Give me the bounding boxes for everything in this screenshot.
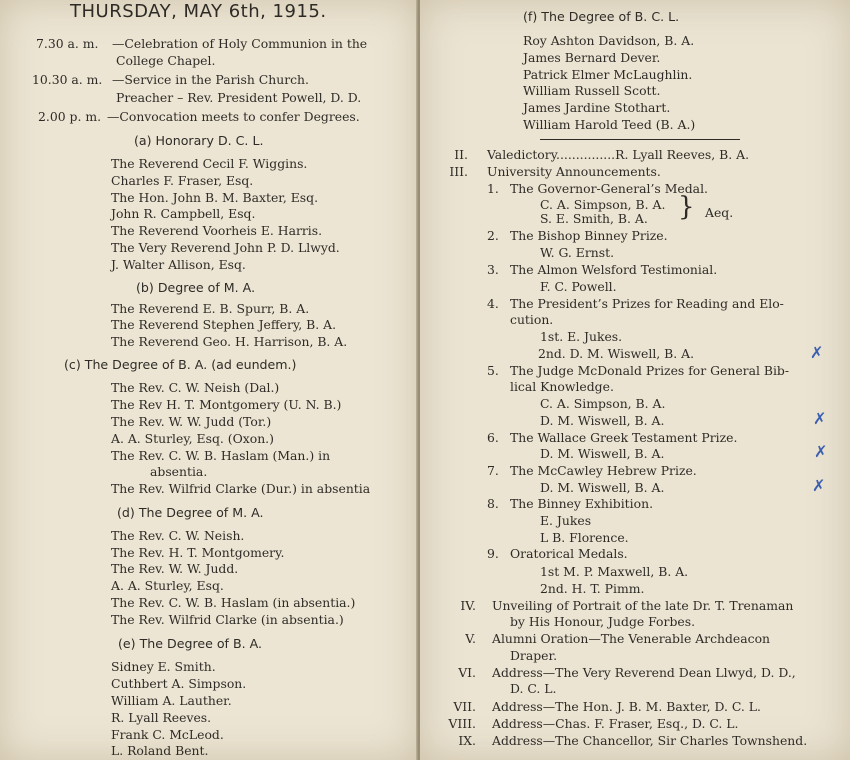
item-text-cont: Draper. — [510, 648, 558, 663]
item-number: VII. — [453, 699, 476, 714]
section-heading: (a) Honorary D. C. L. — [134, 133, 264, 148]
graduate-name: Cuthbert A. Simpson. — [111, 676, 247, 691]
graduate-name: A. A. Sturley, Esq. (Oxon.) — [111, 431, 274, 446]
left-page — [0, 0, 418, 760]
handwritten-check-icon: ✗ — [812, 476, 826, 495]
graduate-name: The Reverend Geo. H. Harrison, B. A. — [111, 334, 348, 349]
graduate-name: The Rev. C. W. Neish (Dal.) — [111, 380, 280, 395]
honoree-name: Charles F. Fraser, Esq. — [111, 173, 254, 188]
announcement-title: The Governor-General’s Medal. — [510, 181, 708, 196]
item-number: VI. — [458, 665, 476, 680]
announcement-title: The Judge McDonald Prizes for General Bib- — [510, 363, 790, 378]
announcement-number: 4. — [487, 296, 499, 311]
recipient: 1st. E. Jukes. — [540, 329, 623, 344]
graduate-name: The Reverend Stephen Jeffery, B. A. — [111, 317, 337, 332]
announcement-title: The President’s Prizes for Reading and Elo- — [510, 296, 784, 311]
announcement-number: 5. — [487, 363, 499, 378]
section-heading: (c) The Degree of B. A. (ad eundem.) — [64, 357, 297, 372]
section-heading: (d) The Degree of M. A. — [117, 505, 264, 520]
recipient: 1st M. P. Maxwell, B. A. — [540, 564, 689, 579]
recipient: D. M. Wiswell, B. A. — [540, 446, 665, 461]
item-number: V. — [465, 631, 476, 646]
item-number: IV. — [460, 598, 476, 613]
graduate-name: The Reverend E. B. Spurr, B. A. — [111, 301, 310, 316]
honoree-name: John R. Campbell, Esq. — [111, 206, 256, 221]
graduate-name: William Harold Teed (B. A.) — [523, 117, 696, 132]
recipient: F. C. Powell. — [540, 279, 617, 294]
schedule-text: —Convocation meets to confer Degrees. — [107, 109, 360, 124]
handwritten-check-icon: ✗ — [814, 442, 828, 461]
graduate-name: The Rev. Wilfrid Clarke (in absentia.) — [111, 612, 344, 627]
item-text: Address—Chas. F. Fraser, Esq., D. C. L. — [492, 716, 739, 731]
graduate-name: William A. Lauther. — [111, 693, 232, 708]
honoree-name: The Very Reverend John P. D. Llwyd. — [111, 240, 340, 255]
item-text: Address—The Chancellor, Sir Charles Townshend. — [492, 733, 808, 748]
announcement-title: The Bishop Binney Prize. — [510, 228, 668, 243]
recipient: 2nd. D. M. Wiswell, B. A. — [538, 346, 695, 361]
recipient: 2nd. H. T. Pimm. — [540, 581, 645, 596]
graduate-name: James Bernard Dever. — [523, 50, 661, 65]
graduate-name: The Rev. C. W. Neish. — [111, 528, 245, 543]
announcement-title: The McCawley Hebrew Prize. — [510, 463, 697, 478]
announcement-number: 3. — [487, 262, 499, 277]
handwritten-check-icon: ✗ — [810, 343, 824, 362]
graduate-name: Patrick Elmer McLaughlin. — [523, 67, 693, 82]
graduate-name: The Rev H. T. Montgomery (U. N. B.) — [111, 397, 342, 412]
announcement-number: 2. — [487, 228, 499, 243]
schedule-text: —Celebration of Holy Communion in the — [112, 36, 368, 51]
aequales-note: Aeq. — [705, 205, 734, 220]
graduate-name: The Rev. Wilfrid Clarke (Dur.) in absentia — [111, 481, 371, 496]
item-text: Alumni Oration—The Venerable Archdeacon — [492, 631, 771, 646]
program-date-title: THURSDAY, MAY 6th, 1915. — [70, 1, 327, 22]
item-number: III. — [449, 164, 468, 179]
item-text-cont: by His Honour, Judge Forbes. — [510, 614, 696, 629]
honoree-name: J. Walter Allison, Esq. — [111, 257, 246, 272]
graduate-name-cont: absentia. — [150, 464, 208, 479]
recipient: L B. Florence. — [540, 530, 629, 545]
graduate-name: A. A. Sturley, Esq. — [111, 578, 224, 593]
graduate-name: James Jardine Stothart. — [523, 100, 671, 115]
honoree-name: The Reverend Voorheis E. Harris. — [111, 223, 323, 238]
announcement-title: The Almon Welsford Testimonial. — [510, 262, 718, 277]
section-divider — [540, 139, 740, 140]
schedule-time: 10.30 a. m. — [32, 72, 103, 87]
graduate-name: The Rev. W. W. Judd. — [111, 561, 239, 576]
recipient: D. M. Wiswell, B. A. — [540, 413, 665, 428]
announcement-title: Oratorical Medals. — [510, 546, 628, 561]
announcement-title: The Binney Exhibition. — [510, 496, 654, 511]
announcement-number: 9. — [487, 546, 499, 561]
schedule-text-cont: College Chapel. — [116, 53, 216, 68]
graduate-name: L. Roland Bent. — [111, 743, 209, 758]
item-text: University Announcements. — [487, 164, 661, 179]
schedule-time: 2.00 p. m. — [38, 109, 102, 124]
graduate-name: Roy Ashton Davidson, B. A. — [523, 33, 695, 48]
section-heading: (e) The Degree of B. A. — [118, 636, 263, 651]
item-text-cont: D. C. L. — [510, 681, 557, 696]
recipient: E. Jukes — [540, 513, 592, 528]
announcement-title-cont: cution. — [510, 312, 554, 327]
section-heading: (b) Degree of M. A. — [136, 280, 256, 295]
schedule-text-cont: Preacher – Rev. President Powell, D. D. — [116, 90, 362, 105]
recipient: W. G. Ernst. — [540, 245, 615, 260]
announcement-title: The Wallace Greek Testament Prize. — [510, 430, 738, 445]
announcement-number: 1. — [487, 181, 499, 196]
section-heading: (f) The Degree of B. C. L. — [523, 9, 680, 24]
graduate-name: The Rev. H. T. Montgomery. — [111, 545, 285, 560]
recipient: D. M. Wiswell, B. A. — [540, 480, 665, 495]
graduate-name: R. Lyall Reeves. — [111, 710, 212, 725]
honoree-name: The Hon. John B. M. Baxter, Esq. — [111, 190, 319, 205]
handwritten-check-icon: ✗ — [813, 409, 827, 428]
item-text: Valedictory...............R. Lyall Reeves, B. A. — [487, 147, 750, 162]
announcement-title-cont: lical Knowledge. — [510, 379, 614, 394]
graduate-name: The Rev. C. W. B. Haslam (Man.) in — [111, 448, 331, 463]
item-number: VIII. — [448, 716, 476, 731]
schedule-text: —Service in the Parish Church. — [112, 72, 309, 87]
recipient: S. E. Smith, B. A. — [540, 211, 648, 226]
item-text: Unveiling of Portrait of the late Dr. T. Trenaman — [492, 598, 794, 613]
brace-glyph: } — [678, 192, 695, 222]
right-page — [420, 0, 850, 760]
item-number: II. — [454, 147, 468, 162]
announcement-number: 7. — [487, 463, 499, 478]
announcement-number: 6. — [487, 430, 499, 445]
item-text: Address—The Hon. J. B. M. Baxter, D. C. L. — [492, 699, 761, 714]
graduate-name: The Rev. W. W. Judd (Tor.) — [111, 414, 272, 429]
recipient: C. A. Simpson, B. A. — [540, 396, 666, 411]
honoree-name: The Reverend Cecil F. Wiggins. — [111, 156, 308, 171]
recipient: C. A. Simpson, B. A. — [540, 197, 666, 212]
graduate-name: William Russell Scott. — [523, 83, 661, 98]
announcement-number: 8. — [487, 496, 499, 511]
schedule-time: 7.30 a. m. — [36, 36, 99, 51]
graduate-name: Frank C. McLeod. — [111, 727, 224, 742]
graduate-name: The Rev. C. W. B. Haslam (in absentia.) — [111, 595, 356, 610]
item-number: IX. — [458, 733, 476, 748]
graduate-name: Sidney E. Smith. — [111, 659, 216, 674]
item-text: Address—The Very Reverend Dean Llwyd, D. D., — [492, 665, 796, 680]
